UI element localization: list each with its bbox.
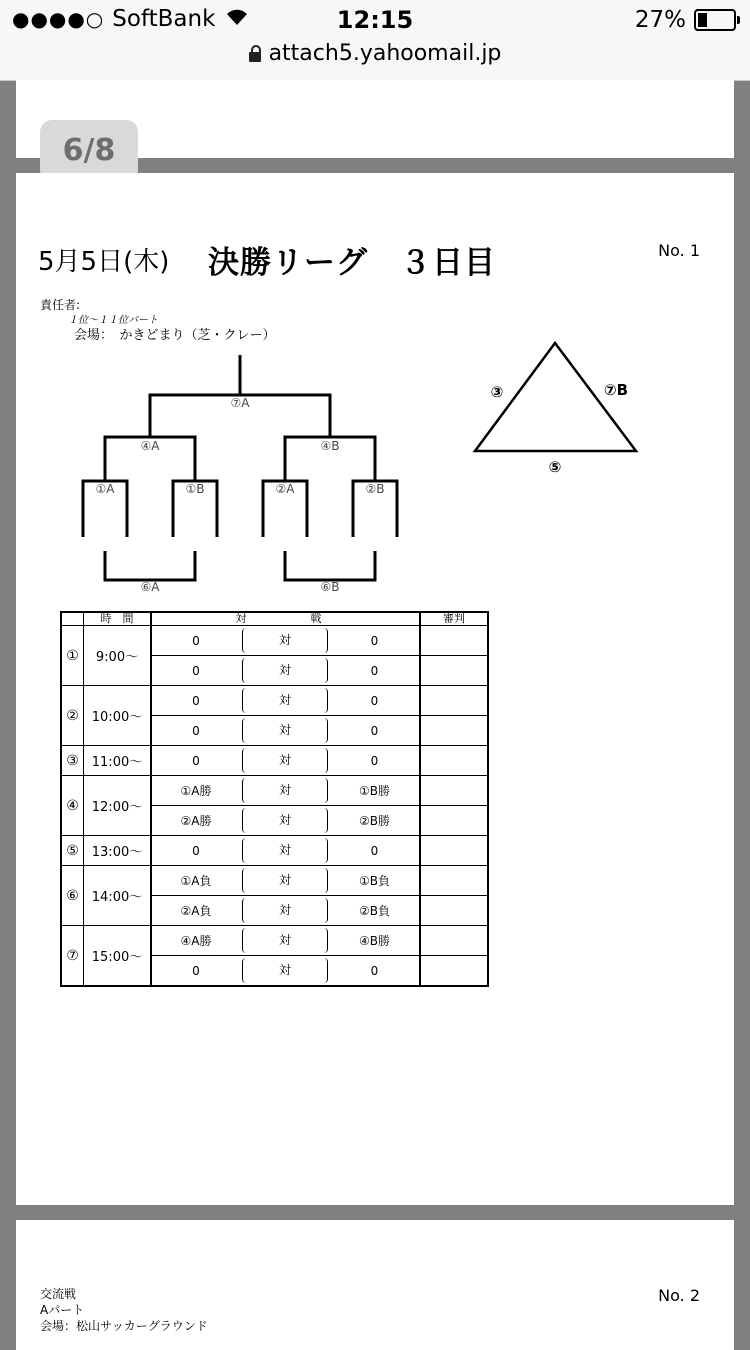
- versus-label: 対: [242, 838, 328, 863]
- team-home: 0: [151, 656, 240, 686]
- versus-label: 対: [242, 748, 328, 773]
- referee-cell: [420, 806, 488, 836]
- referee-cell: [420, 866, 488, 896]
- versus-cell: [240, 866, 330, 896]
- match-time: 13:00～: [84, 836, 152, 866]
- match-number: ④: [61, 776, 84, 836]
- lock-icon: [249, 52, 261, 62]
- versus-label: 対: [242, 688, 328, 713]
- next-page-line2: Aパート: [40, 1303, 85, 1317]
- team-home: 0: [151, 626, 240, 656]
- header-referee: 審判: [420, 612, 488, 626]
- versus-cell: [240, 656, 330, 686]
- team-home: ①A勝: [151, 776, 240, 806]
- versus-cell: [240, 746, 330, 776]
- versus-label: 対: [242, 718, 328, 743]
- team-away: ②B勝: [330, 806, 420, 836]
- versus-label: 対: [242, 628, 328, 653]
- team-home: 0: [151, 836, 240, 866]
- referee-cell: [420, 746, 488, 776]
- match-time: 15:00～: [84, 926, 152, 987]
- versus-cell: [240, 626, 330, 656]
- table-row: [61, 866, 488, 896]
- match-number: ①: [61, 626, 84, 686]
- versus-cell: [240, 896, 330, 926]
- referee-cell: [420, 926, 488, 956]
- versus-label: 対: [242, 898, 328, 923]
- page-indicator: 6/8: [40, 120, 138, 182]
- team-away: ④B勝: [330, 926, 420, 956]
- battery-icon: [694, 9, 736, 31]
- next-page: [16, 1220, 734, 1350]
- versus-label: 対: [242, 958, 328, 983]
- bracket-leaf-3-label: ②A: [275, 482, 295, 496]
- match-time: 11:00～: [84, 746, 152, 776]
- match-time: 12:00～: [84, 776, 152, 836]
- bracket-mid-left-label: ④A: [140, 439, 160, 453]
- versus-cell: [240, 806, 330, 836]
- versus-cell: [240, 956, 330, 987]
- team-away: 0: [330, 686, 420, 716]
- browser-chrome: [0, 0, 750, 81]
- team-home: 0: [151, 956, 240, 987]
- header-time: 時 間: [84, 612, 152, 626]
- versus-cell: [240, 686, 330, 716]
- versus-cell: [240, 716, 330, 746]
- bracket-top-label: ⑦A: [230, 396, 250, 410]
- match-number: ⑥: [61, 866, 84, 926]
- table-row: [61, 626, 488, 656]
- doc-title: 決勝リーグ ３日目: [208, 245, 496, 281]
- bracket-leaf-4-label: ②B: [365, 482, 385, 496]
- team-home: ①A負: [151, 866, 240, 896]
- team-away: 0: [330, 626, 420, 656]
- next-page-number: No. 2: [658, 1286, 700, 1305]
- match-number: ⑤: [61, 836, 84, 866]
- referee-cell: [420, 716, 488, 746]
- versus-cell: [240, 836, 330, 866]
- status-time: 12:15: [336, 6, 414, 34]
- doc-date: 5月5日(木): [38, 247, 170, 277]
- match-number: ②: [61, 686, 84, 746]
- versus-cell: [240, 776, 330, 806]
- referee-cell: [420, 896, 488, 926]
- match-number: ③: [61, 746, 84, 776]
- team-home: ②A勝: [151, 806, 240, 836]
- table-row: [61, 776, 488, 806]
- battery-indicator: [635, 7, 736, 33]
- versus-cell: [240, 926, 330, 956]
- triangle-left-label: ③: [490, 383, 504, 401]
- match-number: ⑦: [61, 926, 84, 987]
- table-row: [61, 836, 488, 866]
- bracket-bottom-left-label: ⑥A: [140, 580, 160, 594]
- versus-label: 対: [242, 658, 328, 683]
- triangle-bottom-label: ⑤: [548, 458, 562, 476]
- table-row: [61, 746, 488, 776]
- next-page-info: [40, 1286, 208, 1334]
- bracket-mid-right-label: ④B: [320, 439, 340, 453]
- versus-label: 対: [242, 778, 328, 803]
- triangle-right-label: ⑦B: [603, 381, 629, 399]
- match-time: 10:00～: [84, 686, 152, 746]
- team-away: ①B負: [330, 866, 420, 896]
- address-bar[interactable]: [0, 41, 750, 66]
- team-away: 0: [330, 716, 420, 746]
- team-home: 0: [151, 746, 240, 776]
- team-home: 0: [151, 716, 240, 746]
- battery-percent: 27%: [634, 7, 686, 33]
- header-no: [61, 612, 84, 626]
- match-time: 9:00～: [84, 626, 152, 686]
- bracket-bottom-right-label: ⑥B: [320, 580, 340, 594]
- part-label: １位～１１位パート: [68, 315, 158, 326]
- referee-cell: [420, 656, 488, 686]
- venue-label: 会場： かきどまり（芝・クレー）: [74, 328, 276, 343]
- table-header-row: [61, 612, 488, 626]
- team-away: 0: [330, 746, 420, 776]
- match-schedule-table: [60, 611, 489, 987]
- team-home: 0: [151, 686, 240, 716]
- document-page: [16, 173, 734, 1205]
- bracket-leaf-2-label: ①B: [185, 482, 205, 496]
- signal-icon: ●●●●○: [12, 7, 105, 31]
- table-row: [61, 686, 488, 716]
- doc-page-number: No. 1: [658, 241, 700, 260]
- team-away: 0: [330, 956, 420, 987]
- referee-cell: [420, 626, 488, 656]
- match-time: 14:00～: [84, 866, 152, 926]
- team-away: 0: [330, 836, 420, 866]
- versus-label: 対: [242, 928, 328, 953]
- carrier-name: SoftBank: [112, 6, 216, 32]
- bracket-leaf-1-label: ①A: [95, 482, 115, 496]
- team-away: ②B負: [330, 896, 420, 926]
- team-home: ④A勝: [151, 926, 240, 956]
- referee-cell: [420, 776, 488, 806]
- table-row: [61, 926, 488, 956]
- referee-cell: [420, 686, 488, 716]
- team-home: ②A負: [151, 896, 240, 926]
- team-away: ①B勝: [330, 776, 420, 806]
- versus-label: 対: [242, 868, 328, 893]
- status-bar: [0, 0, 750, 40]
- referee-cell: [420, 836, 488, 866]
- versus-label: 対: [242, 808, 328, 833]
- url-text[interactable]: attach5.yahoomail.jp: [268, 41, 502, 66]
- header-match: 対 戦: [151, 612, 420, 626]
- next-page-line3: 会場：松山サッカーグラウンド: [40, 1319, 208, 1333]
- team-away: 0: [330, 656, 420, 686]
- next-page-line1: 交流戦: [40, 1287, 77, 1301]
- responsible-label: 責任者:: [40, 298, 81, 312]
- tournament-bracket: [16, 173, 734, 603]
- referee-cell: [420, 956, 488, 987]
